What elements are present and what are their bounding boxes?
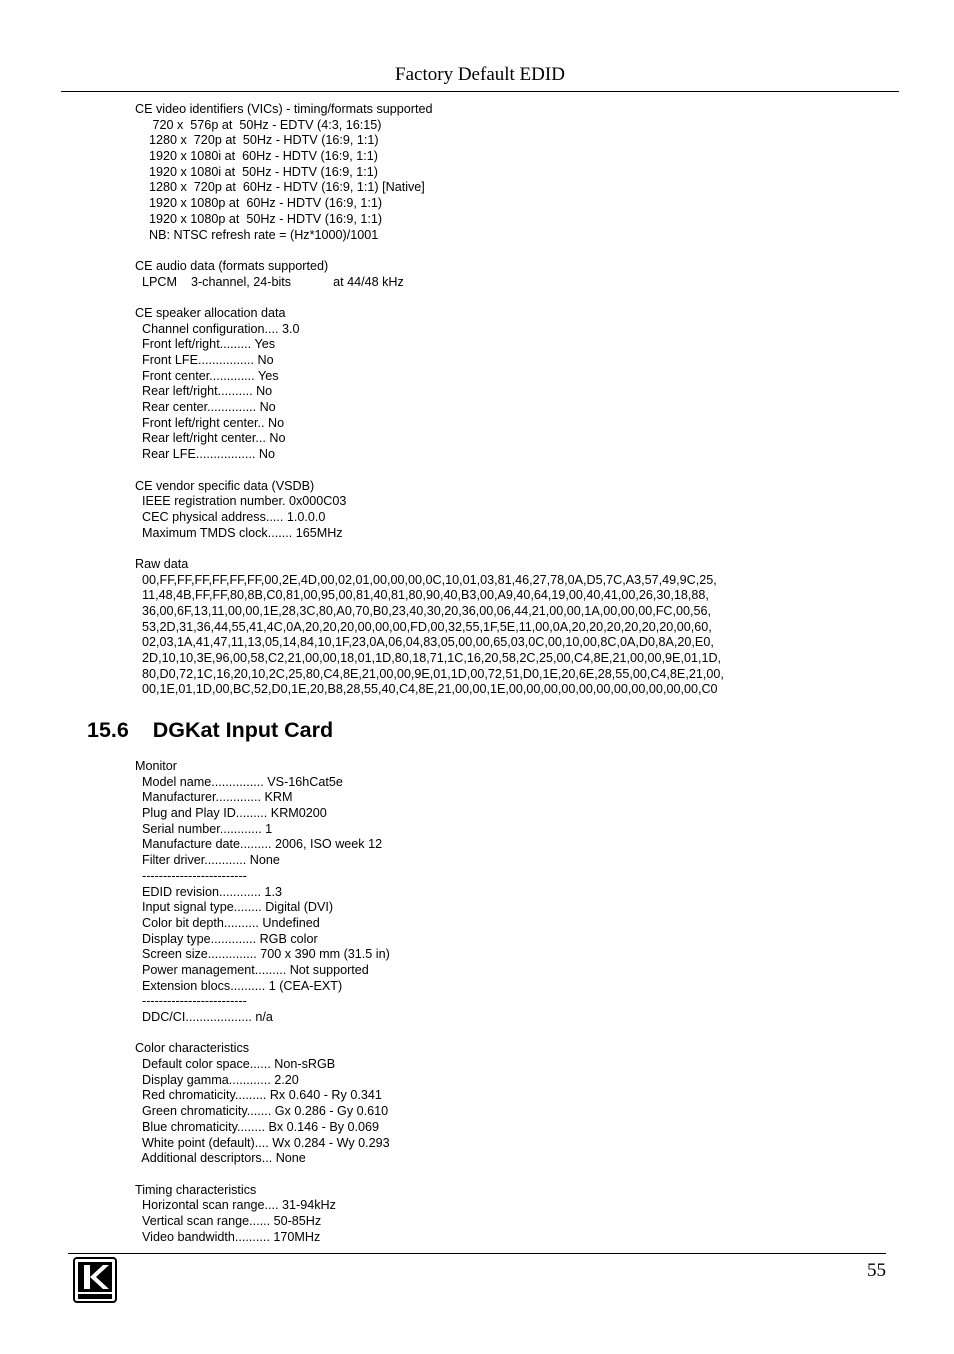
text-line: Rear LFE................. No xyxy=(135,447,275,462)
text-line: 720 x 576p at 50Hz - EDTV (4:3, 16:15) xyxy=(135,117,382,132)
text-line: Rear left/right center... No xyxy=(135,431,286,446)
text-line: Extension blocs.......... 1 (CEA-EXT) xyxy=(135,978,343,993)
text-line xyxy=(135,541,724,557)
text-line: 00,1E,01,1D,00,BC,52,D0,1E,20,B8,28,55,40,C4,8E,21,00,00,1E,00,00,00,00,00,00,00,00,00,00,00,C0 xyxy=(135,682,718,697)
text-line xyxy=(135,1026,390,1042)
text-line: Horizontal scan range.... 31-94kHz xyxy=(135,1198,336,1213)
text-line: Vertical scan range...... 50-85Hz xyxy=(135,1213,322,1228)
text-line: Model name............... VS-16hCat5e xyxy=(135,774,343,789)
text-line: Additional descriptors... None xyxy=(135,1151,306,1166)
text-line xyxy=(135,463,724,479)
text-line: 53,2D,31,36,44,55,41,4C,0A,20,20,20,00,00,00,FD,00,32,55,1F,5E,11,00,0A,20,20,20,20,20,20,00,60, xyxy=(135,619,712,634)
text-line: 2D,10,10,3E,96,00,58,C2,21,00,00,18,01,1D,80,18,71,1C,16,20,58,2C,25,00,C4,8E,21,00,00,9E,01,1D, xyxy=(135,651,722,666)
text-line: Display gamma............ 2.20 xyxy=(135,1072,299,1087)
text-line: Maximum TMDS clock....... 165MHz xyxy=(135,525,343,540)
text-line: Front LFE................ No xyxy=(135,353,274,367)
text-line: Timing characteristics xyxy=(135,1182,257,1197)
text-line: 1920 x 1080p at 50Hz - HDTV (16:9, 1:1) xyxy=(135,211,383,226)
text-line: 1920 x 1080i at 50Hz - HDTV (16:9, 1:1) xyxy=(135,164,378,179)
edid-dump-block-b xyxy=(135,759,390,1245)
text-line: ------------------------- xyxy=(135,994,247,1009)
text-line: Red chromaticity......... Rx 0.640 - Ry 0.341 xyxy=(135,1088,382,1103)
text-line: 00,FF,FF,FF,FF,FF,FF,00,2E,4D,00,02,01,00,00,00,0C,10,01,03,81,46,27,78,0A,D5,7C,A3,57,49,9C,25, xyxy=(135,572,717,587)
text-line: Front left/right center.. No xyxy=(135,415,285,430)
text-line: 1280 x 720p at 50Hz - HDTV (16:9, 1:1) xyxy=(135,133,379,148)
text-line: 80,D0,72,1C,16,20,10,2C,25,80,C4,8E,21,00,00,9E,01,1D,00,72,51,D0,1E,20,6E,28,55,00,C4,8E,21,00, xyxy=(135,666,724,681)
text-line: EDID revision............ 1.3 xyxy=(135,884,282,899)
text-line: Filter driver............ None xyxy=(135,853,280,868)
text-line xyxy=(135,1167,390,1183)
edid-dump-block-a xyxy=(135,102,724,698)
text-line: CE vendor specific data (VSDB) xyxy=(135,478,315,493)
text-line: Front left/right......... Yes xyxy=(135,337,275,352)
text-line: NB: NTSC refresh rate = (Hz*1000)/1001 xyxy=(135,227,379,242)
text-line: CE audio data (formats supported) xyxy=(135,258,329,273)
text-line: Default color space...... Non-sRGB xyxy=(135,1057,336,1072)
text-line xyxy=(135,243,724,259)
text-line: Blue chromaticity........ Bx 0.146 - By 0.069 xyxy=(135,1119,380,1134)
text-line: Channel configuration.... 3.0 xyxy=(135,321,300,336)
section-heading xyxy=(87,718,333,743)
text-line: 36,00,6F,13,11,00,00,1E,28,3C,80,A0,70,B0,23,40,30,20,36,00,06,44,21,00,00,1A,00,00,00,FC,00,56, xyxy=(135,604,712,618)
text-line: DDC/CI................... n/a xyxy=(135,1010,273,1024)
section-number: 15.6 xyxy=(87,718,129,742)
text-line: Video bandwidth.......... 170MHz xyxy=(135,1229,321,1244)
footer-divider xyxy=(68,1253,886,1254)
text-line: 1280 x 720p at 60Hz - HDTV (16:9, 1:1) [Native] xyxy=(135,180,425,195)
text-line: Rear center.............. No xyxy=(135,400,276,415)
text-line: Screen size.............. 700 x 390 mm (31.5 in) xyxy=(135,947,390,962)
page-number: 55 xyxy=(867,1260,886,1281)
section-title: DGKat Input Card xyxy=(152,718,334,742)
text-line: Monitor xyxy=(135,759,177,773)
text-line: Color bit depth.......... Undefined xyxy=(135,915,320,930)
text-line: Green chromaticity....... Gx 0.286 - Gy 0.610 xyxy=(135,1104,389,1119)
text-line xyxy=(135,290,724,306)
text-line: 11,48,4B,FF,FF,80,8B,C0,81,00,95,00,81,40,81,80,90,40,B3,00,A9,40,64,19,00,40,41,00,26,30,18,88, xyxy=(135,588,709,603)
text-line: Raw data xyxy=(135,556,189,571)
header-divider xyxy=(61,91,899,92)
text-line: 1920 x 1080p at 60Hz - HDTV (16:9, 1:1) xyxy=(135,196,383,211)
text-line: ------------------------- xyxy=(135,868,247,883)
text-line: Front center............. Yes xyxy=(135,368,279,383)
text-line: Display type............. RGB color xyxy=(135,931,318,946)
text-line: Serial number............ 1 xyxy=(135,821,273,836)
text-line: Plug and Play ID......... KRM0200 xyxy=(135,806,327,821)
text-line: 02,03,1A,41,47,11,13,05,14,84,10,1F,23,0A,06,04,83,05,00,00,65,03,0C,00,10,00,8C,0A,D0,8A,20,E0, xyxy=(135,635,714,650)
text-line: CE video identifiers (VICs) - timing/formats supported xyxy=(135,102,433,116)
text-line: LPCM 3-channel, 24-bits at 44/48 kHz xyxy=(135,274,404,289)
text-line: Manufacturer............. KRM xyxy=(135,790,293,805)
text-line: Manufacture date......... 2006, ISO week 12 xyxy=(135,837,383,852)
text-line: Color characteristics xyxy=(135,1041,250,1056)
text-line: 1920 x 1080i at 60Hz - HDTV (16:9, 1:1) xyxy=(135,149,378,164)
text-line: CEC physical address..... 1.0.0.0 xyxy=(135,509,326,524)
text-line: Input signal type........ Digital (DVI) xyxy=(135,900,334,915)
running-header-title: Factory Default EDID xyxy=(395,64,565,85)
text-line: Power management......... Not supported xyxy=(135,962,369,977)
text-line: Rear left/right.......... No xyxy=(135,384,273,399)
text-line: White point (default).... Wx 0.284 - Wy 0.293 xyxy=(135,1135,390,1150)
text-line: CE speaker allocation data xyxy=(135,305,286,320)
kramer-logo-icon xyxy=(73,1257,117,1303)
text-line: IEEE registration number. 0x000C03 xyxy=(135,494,347,509)
